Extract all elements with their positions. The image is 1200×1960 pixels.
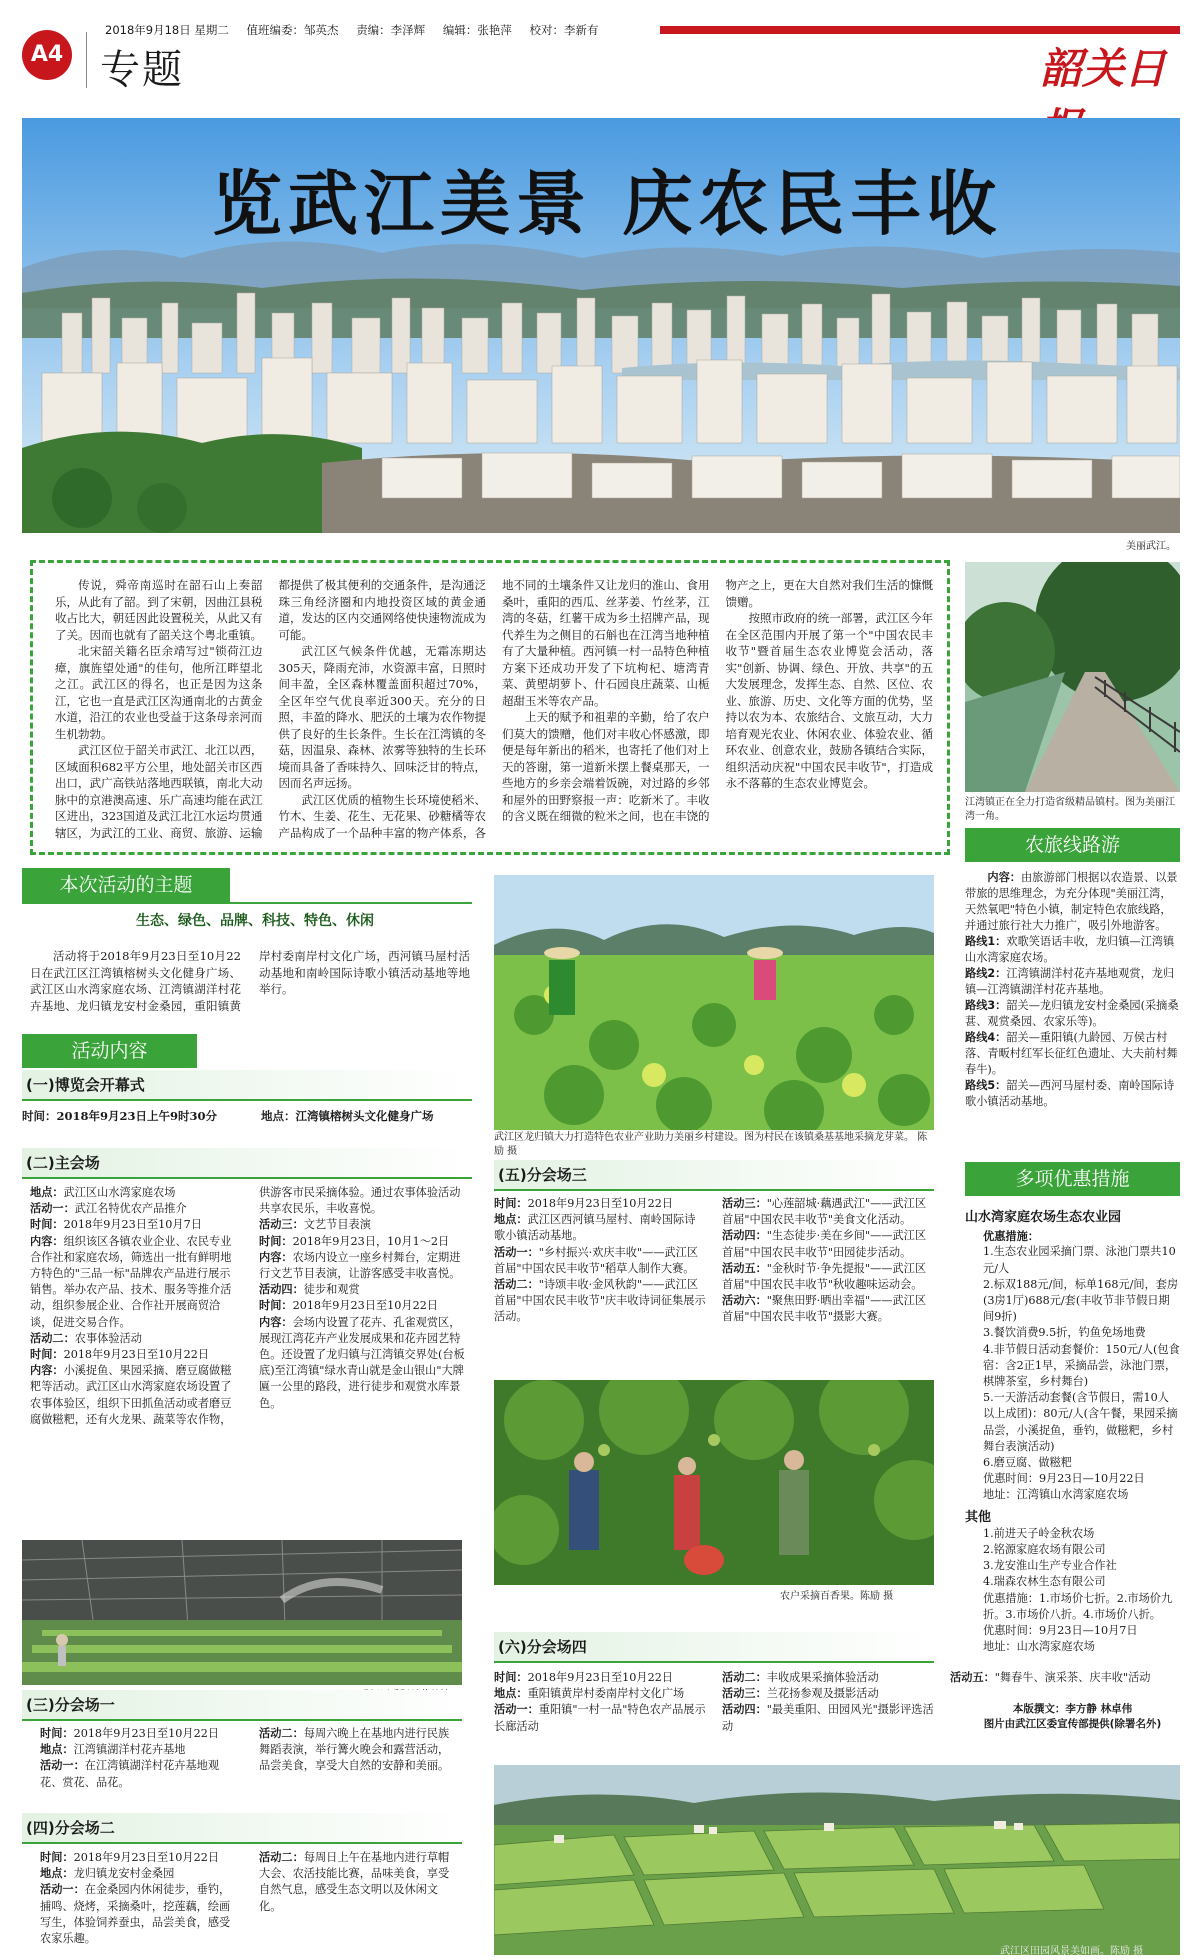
info-line — [494, 1245, 706, 1277]
info-line — [494, 1277, 706, 1326]
info-value: 江湾镇湖洋村花卉基地 — [73, 1743, 186, 1757]
info-line — [259, 1726, 460, 1775]
info-label: 地点： — [494, 1213, 528, 1227]
section-title: 专题 — [100, 47, 184, 93]
page-number-badge: A4 — [22, 30, 72, 80]
section-branch-venue-3: (五)分会场三 — [494, 1160, 934, 1191]
theme-header: 本次活动的主题 — [22, 868, 230, 902]
info-line — [722, 1293, 934, 1325]
info-label: 活动一： — [30, 1202, 75, 1216]
info-label: 活动三： — [259, 1218, 304, 1232]
info-line — [40, 1882, 241, 1947]
info-value: 重阳镇"一村一品"特色农产品展示长廊活动 — [494, 1703, 706, 1733]
info-line — [259, 1298, 470, 1314]
info-label: 内容： — [30, 1364, 64, 1378]
info-value: 每周六晚上在基地内进行民族舞蹈表演，举行篝火晚会和露营活动，品尝美食，享受大自然的安静和美丽。 — [259, 1727, 450, 1773]
info-line — [259, 1250, 470, 1282]
preferences-body — [965, 1210, 1180, 1655]
info-label: 内容： — [30, 1234, 64, 1248]
intro-paragraph: 传说，舜帝南巡时在韶石山上奏韶乐，从此有了韶。到了宋朝，因曲江县税收占比大，朝廷因此设置税关，从此又有了关。因而也就有了韶关这个粤北重镇。 — [55, 578, 263, 642]
walkway-illustration — [965, 562, 1180, 792]
info-line — [494, 1686, 706, 1702]
other-item: 1.前进天子岭金秋农场 — [983, 1526, 1095, 1540]
info-label: 活动六： — [722, 1294, 767, 1308]
opening-place: 地点：江湾镇榕树头文化健身广场 — [261, 1109, 434, 1123]
info-value: 韶关—龙归镇龙安村金桑园(采摘桑葚、观赏桑园、农家乐等)。 — [965, 999, 1179, 1028]
info-line — [40, 1726, 241, 1742]
info-value: 2018年9月23日至10月22日 — [292, 1299, 438, 1313]
farm-field-illustration — [494, 875, 934, 1130]
info-label: 时间： — [40, 1727, 74, 1740]
info-label: 时间： — [30, 1218, 64, 1232]
aerial-illustration — [494, 1765, 1180, 1955]
info-value: "心莲韶城·藕遇武江"——武江区首届"中国农民丰收节"美食文化活动。 — [722, 1197, 927, 1227]
info-value: 2018年9月23日至10月22日 — [73, 1851, 219, 1864]
info-line — [30, 1185, 241, 1201]
info-label: 路线2： — [965, 967, 1007, 980]
info-label: 活动二： — [259, 1727, 304, 1740]
info-label: 活动二： — [722, 1671, 767, 1684]
info-label: 时间： — [40, 1851, 74, 1864]
info-value: 重阳镇黄岸村委南岸村文化广场 — [527, 1687, 685, 1701]
info-line — [40, 1866, 241, 1882]
intro-paragraph: 上天的赋予和祖辈的辛勤，给了农户们莫大的馈赠，他们对丰收心怀感激，即便是每年新出的稻米，也寄托了他们对上天的答谢，第一道新米摆上餐桌那天，一些地方的乡亲会端着饭碗，对过路的乡邻和屋外的田野察报一声：吃新米了。丰收的含义既在细微的粒米之间，也在丰饶的物产之上，更在大自然对我们生活的慷慨馈赠。 — [502, 578, 933, 823]
info-value: "最美重阳、田园风光"摄影评选活动 — [722, 1703, 934, 1733]
info-label: 活动一： — [494, 1703, 539, 1717]
info-label: 活动二： — [30, 1331, 75, 1345]
other-title: 其他 — [965, 1509, 992, 1525]
intro-paragraph: 武江区位于韶关市武江、北江以西，区域面积682平方公里，地处韶关市区西出口，武广高铁站落地西联镇，南北大动脉中的京港澳高速、乐广高速均能在武江区进出，323国道及武江北江水运均贯通辖区，为武江的工业、商贸、旅游、运输都提供了极其便利的交通条件，是沟通泛珠三角经济圈和内地投资区域的黄金通道，发达的区内交通网络使快速物流成为可能。 — [55, 578, 486, 840]
info-line — [722, 1228, 934, 1260]
info-line — [965, 966, 1180, 998]
info-line — [40, 1850, 241, 1866]
info-value: 农场内设立一座乡村舞台，定期进行文艺节目表演，让游客感受丰收喜悦。 — [259, 1250, 461, 1281]
other-item: 优惠措施：1.市场价七折。2.市场价九折。3.市场价八折。4.市场价八折。 — [983, 1591, 1173, 1621]
info-line — [494, 1196, 706, 1212]
issue-date: 2018年9月18日 星期二 — [105, 23, 229, 37]
info-value: 每周日上午在基地内进行草帽大会、农活技能比赛，品味美食，享受自然气息，感受生态文明以及休闲文化。 — [259, 1851, 450, 1913]
info-label: 活动二： — [259, 1851, 304, 1864]
info-line — [40, 1758, 241, 1790]
credit-photos: 图片由武江区委宣传部提供(除署名外) — [983, 1718, 1162, 1730]
section-main-venue: (二)主会场 — [22, 1148, 472, 1179]
info-value: 武江区西河镇马屋村、南岭国际诗歌小镇活动基地。 — [494, 1213, 696, 1243]
greenhouse-illustration — [22, 1540, 462, 1685]
info-label: 内容： — [259, 1250, 293, 1264]
preference-item: 地址：江湾镇山水湾家庭农场 — [983, 1488, 1129, 1502]
other-item: 4.瑞森农林生态有限公司 — [983, 1575, 1106, 1589]
info-label: 活动三： — [722, 1687, 767, 1701]
preference-item: 优惠时间：9月23日—10月22日 — [983, 1472, 1145, 1486]
main-venue-body — [30, 1185, 470, 1540]
info-value: 小溪捉鱼、果园采摘、磨豆腐做糍粑等活动。武江区山水湾家庭农场设置了农事体验区，组织下田抓鱼活动或者磨豆腐做糍粑，还有火龙果、蔬菜等农作物，供游客市民采摘体验。通过农事体验活动共享农民乐，丰收喜悦。 — [30, 1186, 461, 1426]
info-label: 时间： — [30, 1348, 64, 1362]
info-label: 路线3： — [965, 999, 1007, 1012]
preference-item: 1.生态农业园采摘门票、泳池门票共10元/人 — [983, 1245, 1176, 1275]
info-line — [722, 1686, 934, 1702]
info-line — [950, 1670, 1162, 1686]
info-line — [722, 1196, 934, 1228]
info-label: 活动四： — [722, 1229, 767, 1243]
info-value: 2018年9月23日，10月1～2日 — [292, 1234, 450, 1248]
hero-caption: 美丽武江。 — [1126, 541, 1176, 552]
info-line — [259, 1850, 460, 1915]
info-label: 路线5： — [965, 1079, 1007, 1092]
routes-header: 农旅线路游 — [965, 828, 1180, 862]
info-line — [259, 1315, 470, 1412]
section-branch-venue-1: (三)分会场一 — [22, 1690, 462, 1721]
info-line — [30, 1217, 241, 1233]
info-label: 活动五： — [950, 1671, 995, 1684]
info-value: 在金桑园内休闲徒步，垂钓，捕鸣、烧烤，采摘桑叶，挖莲藕，绘画写生，体验饲养蚕虫，品尝美食，感受农家乐趣。 — [40, 1883, 231, 1946]
aerial-fields-photo — [494, 1765, 1180, 1955]
info-line — [722, 1702, 934, 1734]
passion-fruit-caption: 农户采摘百香果。陈励 摄 — [780, 1591, 894, 1602]
info-label: 内容： — [259, 1315, 293, 1329]
preferences-list — [965, 1244, 1180, 1503]
info-value: 2018年9月23日至10月22日 — [73, 1727, 219, 1740]
farmers-picking-caption: 武江区龙归镇大力打造特色农业产业助力美丽乡村建设。图为村民在该镇桑基基地采摘龙芽菜。 陈励 摄 — [494, 1132, 928, 1157]
info-value: 2018年9月23日至10月7日 — [63, 1218, 202, 1232]
info-value: 文艺节目表演 — [303, 1218, 371, 1232]
info-line — [965, 1030, 1180, 1078]
info-value: "金秋时节·争先提报"——武江区首届"中国农民丰收节"秋收趣味运动会。 — [722, 1261, 927, 1292]
info-line — [965, 934, 1180, 966]
info-label: 路线4： — [965, 1031, 1007, 1044]
greenhouse-photo — [22, 1540, 462, 1685]
info-label: 活动五： — [722, 1261, 767, 1275]
branch-venue-1-body — [40, 1726, 460, 1826]
info-label: 时间： — [494, 1197, 528, 1210]
info-value: "舞春牛、演采茶、庆丰收"活动 — [994, 1671, 1151, 1684]
farm-name: 山水湾家庭农场生态农业园 — [965, 1210, 1122, 1225]
info-value: 龙归镇龙安村金桑园 — [73, 1867, 175, 1881]
info-value: 韶关—西河马屋村委、南岭国际诗歌小镇活动基地。 — [965, 1079, 1175, 1108]
info-label: 活动三： — [722, 1197, 767, 1210]
opening-ceremony-info — [22, 1108, 472, 1124]
section-branch-venue-2: (四)分会场二 — [22, 1813, 462, 1844]
newspaper-masthead: 韶关日 — [1040, 44, 1167, 93]
theme-paragraph: 活动将于2018年9月23日至10月22日在武江区江湾镇榕树头文化健身广场、武江区山水湾家庭农场、江湾镇湖洋村花卉基地、龙归镇龙安村金桑园，重阳镇黄岸村委南岸村文化广场，西河镇马屋村活动基地和南岭国际诗歌小镇活动基地等地举行。 — [30, 949, 470, 1013]
info-line — [494, 1212, 706, 1244]
preference-item: 3.餐饮消费9.5折，钓鱼免场地费 — [983, 1326, 1146, 1340]
info-label: 地点： — [40, 1743, 74, 1757]
info-label: 活动四： — [259, 1283, 304, 1297]
content-header: 活动内容 — [22, 1034, 197, 1068]
section-opening-ceremony: (一)博览会开幕式 — [22, 1070, 472, 1101]
intro-paragraph: 北宋韶关籍名臣余靖写过"锁荷江边瘴，旗旌望处通"的佳句，他所江畔望北之江。武江区的得名，也正是因为这条江，它也一直是武江区沟通南北的古黄金水道，沿江的农业也受益于这条母亲河而生机勃勃。 — [55, 644, 263, 741]
info-label: 路线1： — [965, 935, 1007, 948]
preference-item: 4.非节假日活动套餐价：150元/人(包食宿：含2正1早，采摘品尝，泳池门票，棋牌茶室，乡村舞台) — [983, 1342, 1180, 1389]
info-label: 地点： — [40, 1867, 74, 1881]
info-value: 韶关—重阳镇(九龄园、万侯古村落、青畈村红军长征红色遗址、大夫前村舞春牛)。 — [965, 1031, 1178, 1076]
info-label: 活动一： — [494, 1245, 539, 1259]
measures-label: 优惠措施： — [983, 1229, 1039, 1244]
routes-body — [965, 870, 1180, 1110]
other-item: 优惠时间：9月23日—10月7日 — [983, 1624, 1138, 1638]
info-value: 欢歌笑语话丰收，龙归镇—江湾镇山水湾家庭农场。 — [965, 935, 1175, 964]
info-label: 地点： — [494, 1687, 528, 1701]
info-value: 2018年9月23日至10月22日 — [527, 1197, 673, 1210]
info-line — [259, 1282, 470, 1298]
info-line — [30, 1201, 241, 1217]
info-label: 时间： — [259, 1234, 293, 1248]
passion-fruit-photo — [494, 1380, 934, 1585]
info-label: 时间： — [494, 1671, 528, 1684]
info-line — [30, 1331, 241, 1347]
intro-paragraph: 武江区气候条件优越，无霜冻期达305天，降雨充沛，水资源丰富，日照时间丰盈，全区森林覆盖面积超过70%，全区年空气优良率近300天。充分的日照，丰盈的降水、肥沃的土壤为农作物提供了良好的生长条件。生长在江湾镇的冬菇，因温泉、森林、浓雾等独特的生长环境而具备了香味持久、回味泛甘的特点，因而名声远扬。 — [278, 644, 486, 790]
preference-item: 2.标双188元/间，标单168元/间，套房(3房1厅)688元/套(丰收节非节假日期间9折) — [983, 1277, 1179, 1324]
jiangwan-walkway-photo — [965, 562, 1180, 792]
walkway-caption: 江湾镇正在全力打造省级精品镇村。图为美丽江湾一角。 — [965, 797, 1175, 822]
info-label: 时间： — [259, 1299, 293, 1313]
info-line — [494, 1702, 706, 1734]
info-value: 农事体验活动 — [74, 1331, 142, 1345]
info-value: 丰收成果采摘体验活动 — [766, 1671, 879, 1684]
other-list — [965, 1526, 1180, 1656]
route-list — [965, 934, 1180, 1110]
credits — [965, 1702, 1180, 1732]
credit-writers: 本版撰文：李方静 林卓伟 — [1012, 1703, 1133, 1715]
farmers-picking-photo — [494, 875, 934, 1130]
orchard-illustration — [494, 1380, 934, 1585]
branch-venue-3-body — [494, 1196, 934, 1351]
intro-paragraph: 按照市政府的统一部署，武江区今年在全区范围内开展了第一个"中国农民丰收节"暨首届生态农业博览会活动，落实"创新、协调、绿色、开放、共享"的五大发展理念，发挥生态、自然、区位、农业、旅游、历史、文化等方面的优势，坚持以农为本、农旅结合、文旅互动，大力培育观光农业、休闲农业、体验农业、循环农业、创意农业，鼓励各镇结合实际，组织活动庆祝"中国农民丰收节"，打造成永不落幕的生态农业博览会。 — [725, 611, 933, 790]
other-item: 3.龙安淮山生产专业合作社 — [983, 1559, 1117, 1573]
info-value: 在江湾镇湖洋村花卉基地观花、赏花、品花。 — [40, 1759, 220, 1789]
info-label: 活动四： — [722, 1703, 767, 1717]
info-value: "生态徒步·美在乡间"——武江区首届"中国农民丰收节"田园徒步活动。 — [722, 1229, 927, 1259]
info-value: 组织该区各镇农业企业、农民专业合作社和家庭农场，筛选出一批有鲜明地方特色的"三品一标"品牌农产品进行展示销售。举办农产品、技术、服务等推介活动，组织参展企业、合作社开展商贸洽谈，促进交易合作。 — [30, 1234, 232, 1329]
header-divider — [86, 32, 87, 88]
preference-item: 5.一天游活动套餐(含节假日，需10人以上成团)：80元/人(含午餐，果园采摘品尝，小溪捉鱼，垂钓，做糍粑，乡村舞台表演活动) — [983, 1391, 1178, 1453]
section-branch-venue-4: (六)分会场四 — [494, 1632, 934, 1663]
other-item: 地址：山水湾家庭农场 — [983, 1640, 1095, 1654]
info-label: 地点： — [30, 1186, 64, 1199]
info-label: 活动二： — [494, 1278, 539, 1292]
theme-divider — [22, 902, 472, 904]
info-value: 江湾镇湖洋村花卉基地观赏，龙归镇—江湾镇湖洋村花卉基地。 — [965, 967, 1175, 996]
info-value: "诗颂丰收·金风秋韵"——武江区首届"中国农民丰收节"庆丰收诗词征集展示活动。 — [494, 1278, 706, 1324]
branch-venue-2-body — [40, 1850, 460, 1955]
info-line — [965, 998, 1180, 1030]
intro-columns — [55, 577, 933, 847]
aerial-caption: 武江区田园风景美如画。陈励 摄 — [1000, 1946, 1144, 1957]
theme-paragraph-block — [30, 948, 470, 1014]
routes-intro: 内容：由旅游部门根据以农造景、以景带旅的思维理念，为充分体现"美丽江湾，天然氧吧"特色小镇，制定特色农旅线路，并通过旅行社大力推广，吸引外地游客。 — [965, 871, 1178, 932]
duty-editor: 值班编委：邹英杰 — [246, 23, 339, 37]
info-line — [30, 1347, 241, 1363]
intro-box — [30, 560, 950, 855]
proofreader: 校对：李新有 — [529, 23, 599, 37]
info-line — [259, 1217, 470, 1233]
info-label: 活动一： — [40, 1759, 85, 1773]
header-meta — [105, 22, 613, 38]
info-line — [722, 1261, 934, 1293]
info-line — [494, 1670, 706, 1686]
other-item: 2.铭源家庭农场有限公司 — [983, 1543, 1106, 1557]
theme-keywords: 生态、绿色、品牌、科技、特色、休闲 — [136, 913, 374, 929]
info-value: 武江区山水湾家庭农场 — [63, 1186, 176, 1199]
info-value: "聚焦田野·晒出幸福"——武江区首届"中国农民丰收节"摄影大赛。 — [722, 1294, 927, 1324]
layout-editor: 编辑：张艳萍 — [442, 23, 512, 37]
resp-editor: 责编：李泽辉 — [356, 23, 426, 37]
info-line — [965, 1078, 1180, 1110]
info-line — [30, 1234, 241, 1331]
info-value: 徒步和观赏 — [303, 1283, 360, 1297]
hero-title: 览武江美景 庆农民丰收 — [212, 163, 1003, 245]
info-value: 兰花扬参观及摄影活动 — [766, 1687, 879, 1701]
info-value: "乡村振兴·欢庆丰收"——武江区首届"中国农民丰收节"稻草人制作大赛。 — [494, 1245, 699, 1275]
info-value: 2018年9月23日至10月22日 — [527, 1671, 673, 1684]
intro-paragraph: 武江区优质的植物生长环境使稻米、竹木、生姜、花生、无花果、砂糖橘等农产品构成了一个品种丰富的物产体系，各地不同的土壤条件又让龙归的淮山、食用桑叶，重阳的西瓜、丝茅姜、竹丝茅，江湾的冬菇，红薯干成为乡土招牌产品，现代养生为之侧目的石斛也在江湾当地种植有了大量种植。西河镇一村一品特色种植方案下还成功开发了下坑枸杞、塘湾青菜、黄塱胡萝卜、什石园良庄蔬菜、山栀超甜玉米等农产品。 — [278, 578, 710, 840]
info-line — [40, 1742, 241, 1758]
preferences-header: 多项优惠措施 — [965, 1162, 1180, 1196]
info-line — [722, 1670, 934, 1686]
info-value: 会场内设置了花卉、孔雀观赏区，展现江湾花卉产业发展成果和花卉园艺特色。还设置了龙归镇与江湾镇交界处(台板底)至江湾镇"绿水青山就是金山银山"大牌匾一公里的路段，进行徒步和观赏水库景色。 — [259, 1315, 465, 1410]
info-line — [259, 1234, 470, 1250]
preference-item: 6.磨豆腐、做糍粑 — [983, 1456, 1072, 1470]
opening-time: 时间：2018年9月23日上午9时30分 — [22, 1109, 218, 1123]
info-value: 2018年9月23日至10月22日 — [63, 1348, 209, 1362]
header-red-bar — [660, 26, 1180, 34]
info-label: 活动一： — [40, 1883, 85, 1897]
info-value: 武江名特优农产品推介 — [74, 1202, 187, 1216]
hero-cityscape-photo — [22, 118, 1180, 533]
